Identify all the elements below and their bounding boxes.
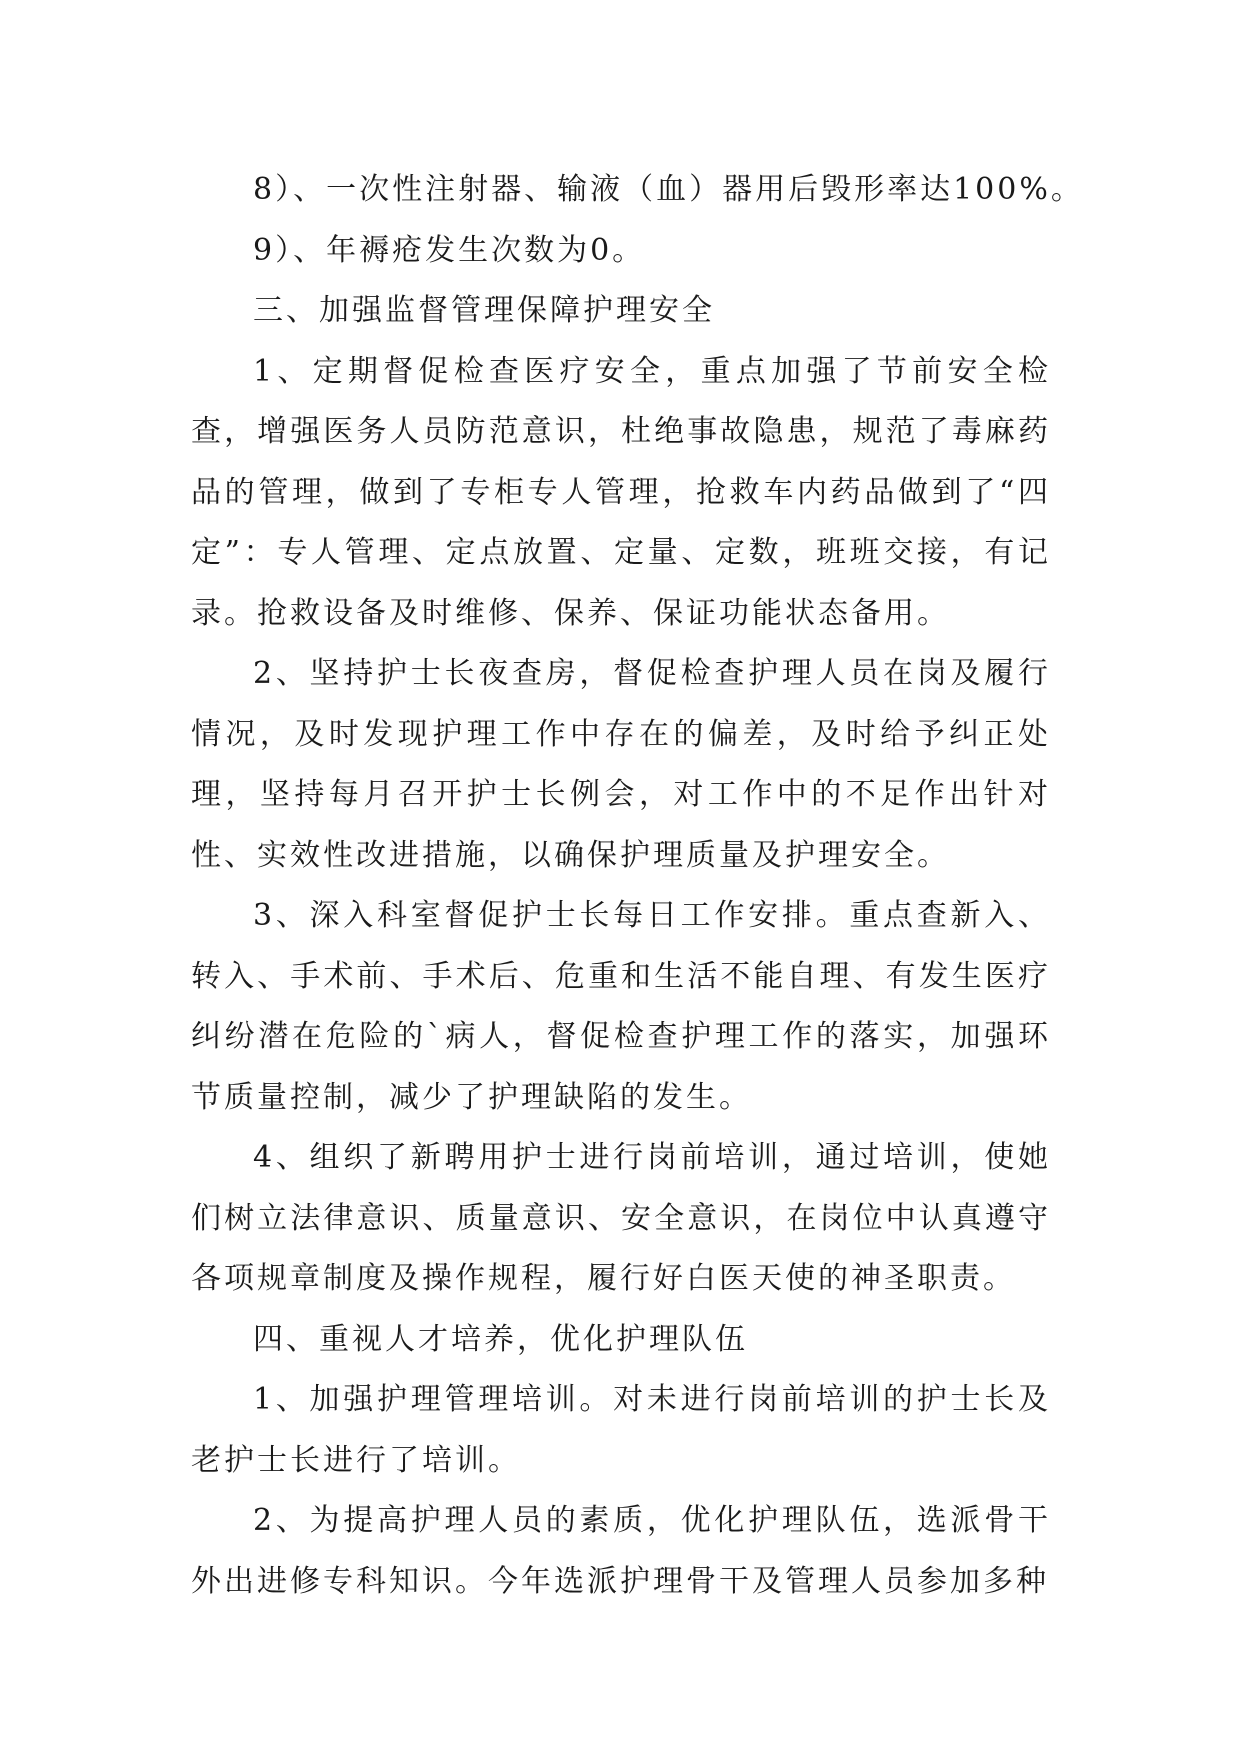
paragraph-item-9: 9）、年褥疮发生次数为0。	[253, 232, 646, 268]
paragraph-item-8: 8）、一次性注射器、输液（血）器用后毁形率达100%。	[253, 172, 1084, 207]
paragraph-new-nurse-training: 4、组织了新聘用护士进行岗前培训，通过培训，使她们树立法律意识、质量意识、安全意识，在岗位中认真遵守各项规章制度及操作规程，履行好白医天使的神圣职责。	[191, 1140, 1051, 1296]
document-body	[191, 160, 1084, 1612]
section-heading-4: 四、重视人才培养，优化护理队伍	[253, 1321, 748, 1357]
paragraph-night-rounds: 2、坚持护士长夜查房，督促检查护理人员在岗及履行情况，及时发现护理工作中存在的偏差，及时给予纠正处理，坚持每月召开护士长例会，对工作中的不足作出针对性、实效性改进措施，以确保护理质量及护理安全。	[191, 656, 1051, 873]
paragraph-management-training: 1、加强护理管理培训。对未进行岗前培训的护士长及老护士长进行了培训。	[191, 1382, 1051, 1478]
paragraph-department-supervision: 3、深入科室督促护士长每日工作安排。重点查新入、转入、手术前、手术后、危重和生活不能自理、有发生医疗纠纷潜在危险的`病人，督促检查护理工作的落实，加强环节质量控制，减少了护理缺陷的发生。	[191, 898, 1051, 1115]
paragraph-safety-check: 1、定期督促检查医疗安全，重点加强了节前安全检查，增强医务人员防范意识，杜绝事故隐患，规范了毒麻药品的管理，做到了专柜专人管理，抢救车内药品做到了“四定”：专人管理、定点放置、定量、定数，班班交接，有记录。抢救设备及时维修、保养、保证功能状态备用。	[191, 353, 1051, 631]
section-heading-3: 三、加强监督管理保障护理安全	[253, 293, 715, 328]
paragraph-staff-quality: 2、为提高护理人员的素质，优化护理队伍，选派骨干外出进修专科知识。今年选派护理骨干及管理人员参加多种	[191, 1503, 1051, 1599]
